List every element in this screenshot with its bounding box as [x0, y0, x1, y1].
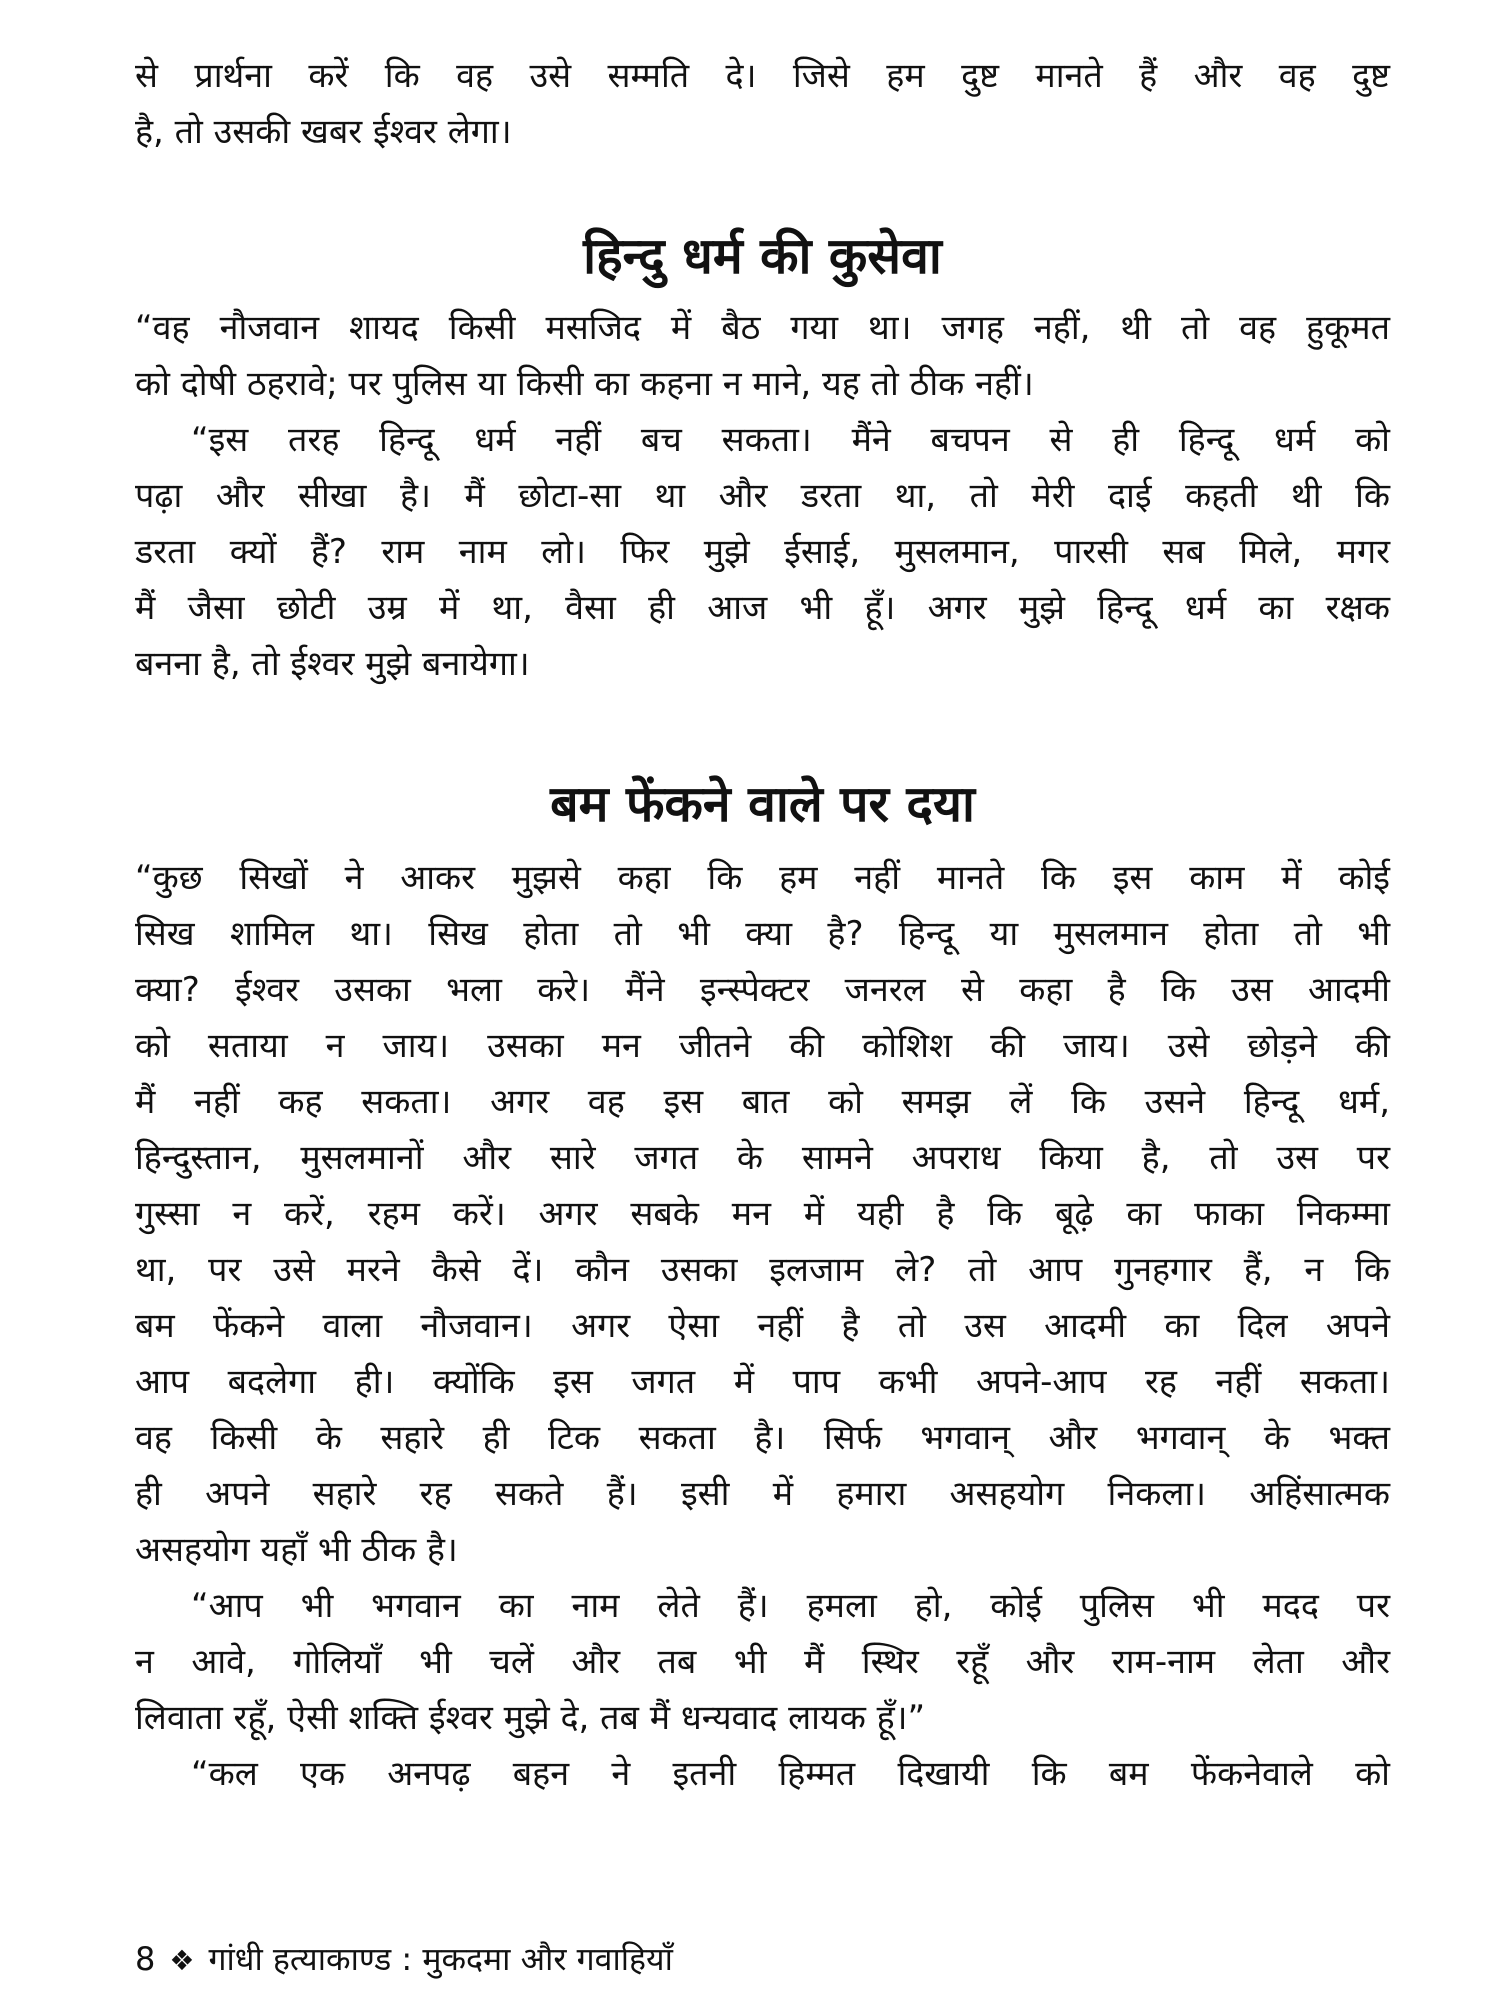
text-line: बनना है, तो ईश्वर मुझे बनायेगा। — [135, 644, 530, 684]
text-line: वह किसी के सहारे ही टिक सकता है। सिर्फ भगवान् और भगवान् के भक्त — [135, 1418, 1390, 1458]
page-number: 8 — [135, 1940, 156, 1978]
text-line: था, पर उसे मरने कैसे दें। कौन उसका इलजाम ले? तो आप गुनहगार हैं, न कि — [135, 1250, 1390, 1290]
paragraph-s2-p2 — [135, 1578, 1390, 1746]
text-line: है, तो उसकी खबर ईश्वर लेगा। — [135, 112, 512, 152]
text-line: सिख शामिल था। सिख होता तो भी क्या है? हिन्दू या मुसलमान होता तो भी — [135, 914, 1390, 954]
book-title: गांधी हत्याकाण्ड : मुकदमा और गवाहियाँ — [208, 1940, 673, 1978]
text-line: गुस्सा न करें, रहम करें। अगर सबके मन में यही है कि बूढ़े का फाका निकम्मा — [135, 1194, 1390, 1234]
text-line: डरता क्यों हैं? राम नाम लो। फिर मुझे ईसाई, मुसलमान, पारसी सब मिले, मगर — [135, 532, 1390, 572]
paragraph-s2-p3 — [135, 1746, 1390, 1802]
page-body — [135, 48, 1390, 1802]
text-line: “आप भी भगवान का नाम लेते हैं। हमला हो, कोई पुलिस भी मदद पर — [191, 1586, 1390, 1626]
ornament-icon: ❖ — [169, 1944, 195, 1977]
text-line: “कुछ सिखों ने आकर मुझसे कहा कि हम नहीं मानते कि इस काम में कोई — [135, 858, 1390, 898]
paragraph-s1-p2 — [135, 412, 1390, 692]
text-line: बम फेंकने वाला नौजवान। अगर ऐसा नहीं है तो उस आदमी का दिल अपने — [135, 1306, 1390, 1346]
text-line: को दोषी ठहरावे; पर पुलिस या किसी का कहना न माने, यह तो ठीक नहीं। — [135, 364, 1034, 404]
text-line: असहयोग यहाँ भी ठीक है। — [135, 1530, 458, 1570]
text-line: “कल एक अनपढ़ बहन ने इतनी हिम्मत दिखायी कि बम फेंकनेवाले को — [191, 1754, 1390, 1794]
text-line: “वह नौजवान शायद किसी मसजिद में बैठ गया था। जगह नहीं, थी तो वह हुकूमत — [135, 308, 1390, 348]
section-heading-bomb-thrower: बम फेंकने वाले पर दया — [550, 775, 975, 833]
section-heading-hindu-dharma: हिन्दु धर्म की कुसेवा — [583, 227, 942, 285]
text-line: से प्रार्थना करें कि वह उसे सम्मति दे। जिसे हम दुष्ट मानते हैं और वह दुष्ट — [135, 56, 1390, 96]
paragraph-intro — [135, 48, 1390, 160]
text-line: न आवे, गोलियाँ भी चलें और तब भी मैं स्थिर रहूँ और राम-नाम लेता और — [135, 1642, 1390, 1682]
page-footer — [135, 1935, 673, 1985]
text-line: ही अपने सहारे रह सकते हैं। इसी में हमारा असहयोग निकला। अहिंसात्मक — [135, 1474, 1390, 1514]
text-line: मैं जैसा छोटी उम्र में था, वैसा ही आज भी हूँ। अगर मुझे हिन्दू धर्म का रक्षक — [135, 588, 1390, 628]
text-line: आप बदलेगा ही। क्योंकि इस जगत में पाप कभी अपने-आप रह नहीं सकता। — [135, 1362, 1390, 1402]
text-line: हिन्दुस्तान, मुसलमानों और सारे जगत के सामने अपराध किया है, तो उस पर — [135, 1138, 1390, 1178]
text-line: क्या? ईश्वर उसका भला करे। मैंने इन्स्पेक्टर जनरल से कहा है कि उस आदमी — [135, 970, 1390, 1010]
text-line: पढ़ा और सीखा है। मैं छोटा-सा था और डरता था, तो मेरी दाई कहती थी कि — [135, 476, 1390, 516]
text-line: लिवाता रहूँ, ऐसी शक्ति ईश्वर मुझे दे, तब मैं धन्यवाद लायक हूँ।” — [135, 1698, 926, 1738]
text-line: को सताया न जाय। उसका मन जीतने की कोशिश की जाय। उसे छोड़ने की — [135, 1026, 1390, 1066]
paragraph-s1-p1 — [135, 300, 1390, 412]
text-line: मैं नहीं कह सकता। अगर वह इस बात को समझ लें कि उसने हिन्दू धर्म, — [135, 1082, 1390, 1122]
paragraph-s2-p1 — [135, 850, 1390, 1578]
text-line: “इस तरह हिन्दू धर्म नहीं बच सकता। मैंने बचपन से ही हिन्दू धर्म को — [191, 420, 1390, 460]
